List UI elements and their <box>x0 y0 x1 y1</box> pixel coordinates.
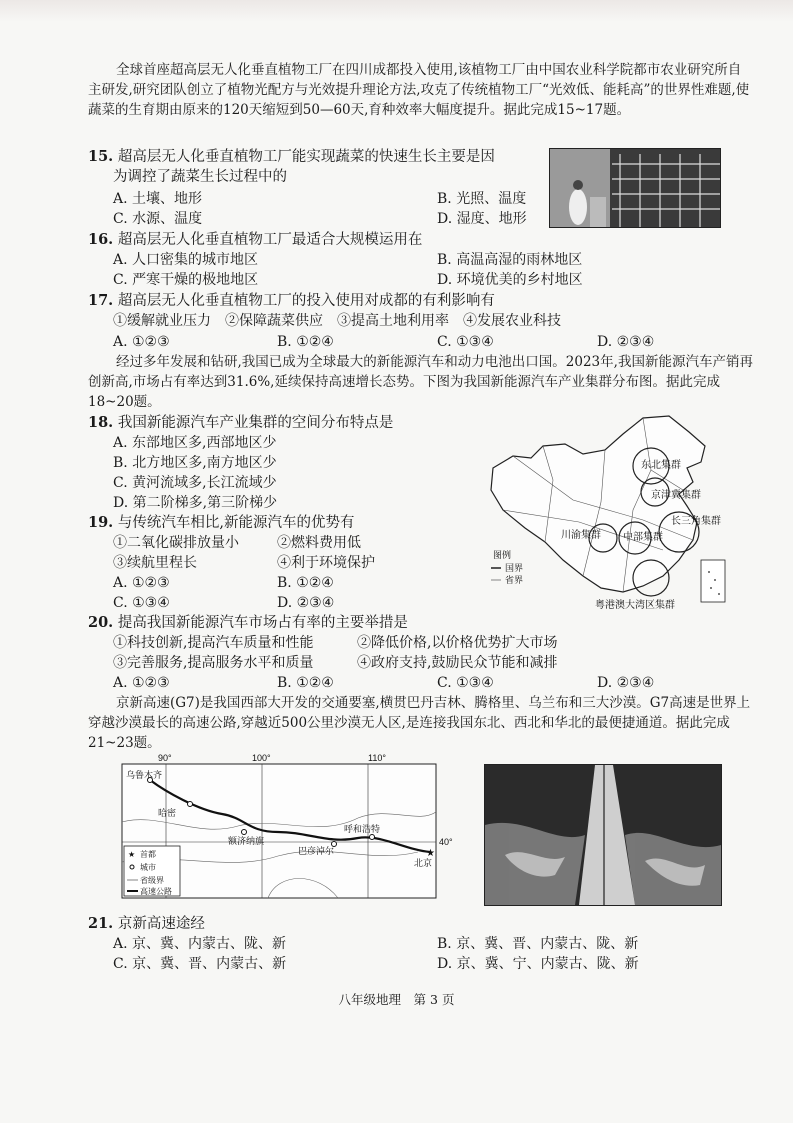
option-b[interactable]: B. ①②④ <box>277 675 334 691</box>
legend-city: 城市 <box>140 863 156 872</box>
option-d[interactable]: D. ②③④ <box>597 334 655 350</box>
china-outline <box>491 416 705 592</box>
option-c[interactable]: C. 京、冀、晋、内蒙古、新 <box>113 956 287 972</box>
page-top-edge <box>0 0 793 22</box>
option-c[interactable]: C. 严寒干燥的极地地区 <box>113 272 259 288</box>
statement-3: ③续航里程长 <box>113 555 197 571</box>
question-number: 20. <box>88 614 114 631</box>
question-number: 21. <box>88 915 114 932</box>
option-c[interactable]: C. ①③④ <box>437 334 494 350</box>
question-stem: 超高层无人化垂直植物工厂的投入使用对成都的有利影响有 <box>117 293 495 309</box>
longitude-label-100: 100° <box>252 753 271 763</box>
passage-g7: 京新高速(G7)是我国西部大开发的交通要塞,横贯巴丹吉林、腾格里、乌兰布和三大沙漠。G7高速是世界上穿越沙漠最长的高速公路,穿越近500公里沙漠无人区,是连接我国东北、西北和华北的最便捷通道。据此完成21~23题。 <box>88 695 751 751</box>
g7-desert-photo <box>484 764 722 906</box>
option-b[interactable]: B. 高温高湿的雨林地区 <box>437 252 583 268</box>
svg-text:★: ★ <box>128 850 136 859</box>
city-beijing: 北京 <box>414 858 433 868</box>
passage-nev: 经过多年发展和钻研,我国已成为全球最大的新能源汽车和动力电池出口国。2023年,我国新能源汽车产销再创新高,市场占有率达到31.6%,延续保持高速增长态势。下图为我国新能源汽车产业集群分布图。据此完成18~20题。 <box>88 354 753 410</box>
statement-1: ①科技创新,提高汽车质量和性能 <box>113 635 314 651</box>
question-15 <box>88 147 495 167</box>
longitude-label-110: 110° <box>368 753 386 763</box>
option-b[interactable]: B. 京、冀、晋、内蒙古、陇、新 <box>437 936 639 952</box>
statement-4: ④利于环境保护 <box>277 555 375 571</box>
question-stem: 超高层无人化垂直植物工厂最适合大规模运用在 <box>117 232 423 248</box>
cluster-label-northeast: 东北集群 <box>641 460 681 471</box>
cluster-label-chuanyu: 川渝集群 <box>561 530 601 541</box>
question-16 <box>88 230 422 250</box>
question-18 <box>88 413 393 433</box>
city-ejina: 额济纳旗 <box>228 836 265 846</box>
question-stem: 与传统汽车相比,新能源汽车的优势有 <box>117 515 355 531</box>
passage-plant-factory: 全球首座超高层无人化垂直植物工厂在四川成都投入使用,该植物工厂由中国农业科学院都市农业研究所自主研发,研究团队创立了植物光配方与光效提升理论方法,攻克了传统植物工厂“光效低、能耗高”的世界性难题,使蔬菜的生育期由原来的120天缩短到50—60天,育种效率大幅度提升。据此完成15~17题。 <box>88 62 750 118</box>
question-number: 15. <box>88 148 114 165</box>
option-c[interactable]: C. 黄河流域多,长江流域少 <box>113 475 277 491</box>
cluster-label-central: 中部集群 <box>623 532 663 543</box>
question-stem: 超高层无人化垂直植物工厂能实现蔬菜的快速生长主要是因 <box>117 149 495 165</box>
longitude-label-90: 90° <box>158 753 172 763</box>
option-c[interactable]: C. 水源、温度 <box>113 211 203 227</box>
option-d[interactable]: D. 湿度、地形 <box>437 211 527 227</box>
legend-expressway: 高速公路 <box>140 887 172 896</box>
question-17 <box>88 291 495 311</box>
question-20 <box>88 613 408 633</box>
g7-route-map <box>118 752 468 900</box>
question-number: 17. <box>88 292 114 309</box>
option-c[interactable]: C. ①③④ <box>113 595 170 611</box>
option-a[interactable]: A. 京、冀、内蒙古、陇、新 <box>113 936 287 952</box>
cluster-label-gba: 粤港澳大湾区集群 <box>595 600 675 611</box>
option-a[interactable]: A. 土壤、地形 <box>113 191 203 207</box>
option-d[interactable]: D. ②③④ <box>277 595 335 611</box>
city-urumqi: 乌鲁木齐 <box>126 770 163 780</box>
option-c[interactable]: C. ①③④ <box>437 675 494 691</box>
nev-cluster-map <box>483 410 728 612</box>
question-21 <box>88 914 205 934</box>
statement-4: ④政府支持,鼓励民众节能和减排 <box>357 655 558 671</box>
statement-1: ①二氧化碳排放量小 <box>113 535 239 551</box>
option-a[interactable]: A. ①②③ <box>113 334 170 350</box>
option-b[interactable]: B. ①②④ <box>277 575 334 591</box>
cluster-label-yangtze-delta: 长三角集群 <box>671 516 721 527</box>
cluster-label-jingjinji: 京津冀集群 <box>651 490 701 501</box>
plant-factory-photo <box>549 148 721 228</box>
question-19 <box>88 513 354 533</box>
question-number: 19. <box>88 514 114 531</box>
question-stem: 京新高速途经 <box>117 916 205 932</box>
question-number: 16. <box>88 231 114 248</box>
option-d[interactable]: D. 环境优美的乡村地区 <box>437 272 583 288</box>
option-d[interactable]: D. ②③④ <box>597 675 655 691</box>
latitude-label-40: 40° <box>439 837 453 847</box>
option-a[interactable]: A. 人口密集的城市地区 <box>113 252 259 268</box>
legend-provincial-border: 省级界 <box>140 876 164 885</box>
option-a[interactable]: A. ①②③ <box>113 675 170 691</box>
legend-provincial-border: 省界 <box>505 575 524 585</box>
city-hami: 哈密 <box>158 808 177 818</box>
option-a[interactable]: A. ①②③ <box>113 575 170 591</box>
question-number: 18. <box>88 414 114 431</box>
question-stem: 提高我国新能源汽车市场占有率的主要举措是 <box>117 615 408 631</box>
option-d[interactable]: D. 第二阶梯多,第三阶梯少 <box>113 495 278 511</box>
legend-capital: 首都 <box>140 850 156 859</box>
svg-text:★: ★ <box>426 848 435 859</box>
question-stem: 我国新能源汽车产业集群的空间分布特点是 <box>117 415 394 431</box>
city-bayannur: 巴彦淖尔 <box>298 846 335 856</box>
page-footer: 八年级地理 第 3 页 <box>338 992 455 1007</box>
legend-national-border: 国界 <box>505 563 524 573</box>
option-a[interactable]: A. 东部地区多,西部地区少 <box>113 435 277 451</box>
question-stem-cont: 为调控了蔬菜生长过程中的 <box>113 169 287 185</box>
legend-title: 图例 <box>493 550 512 560</box>
option-b[interactable]: B. 光照、温度 <box>437 191 527 207</box>
statement-list: ①缓解就业压力 ②保障蔬菜供应 ③提高土地利用率 ④发展农业科技 <box>113 313 561 329</box>
option-d[interactable]: D. 京、冀、宁、内蒙古、陇、新 <box>437 956 639 972</box>
city-hohhot: 呼和浩特 <box>344 824 381 834</box>
south-china-sea-inset <box>701 560 725 602</box>
option-b[interactable]: B. 北方地区多,南方地区少 <box>113 455 277 471</box>
statement-2: ②降低价格,以价格优势扩大市场 <box>357 635 558 651</box>
option-b[interactable]: B. ①②④ <box>277 334 334 350</box>
statement-2: ②燃料费用低 <box>277 535 361 551</box>
statement-3: ③完善服务,提高服务水平和质量 <box>113 655 314 671</box>
